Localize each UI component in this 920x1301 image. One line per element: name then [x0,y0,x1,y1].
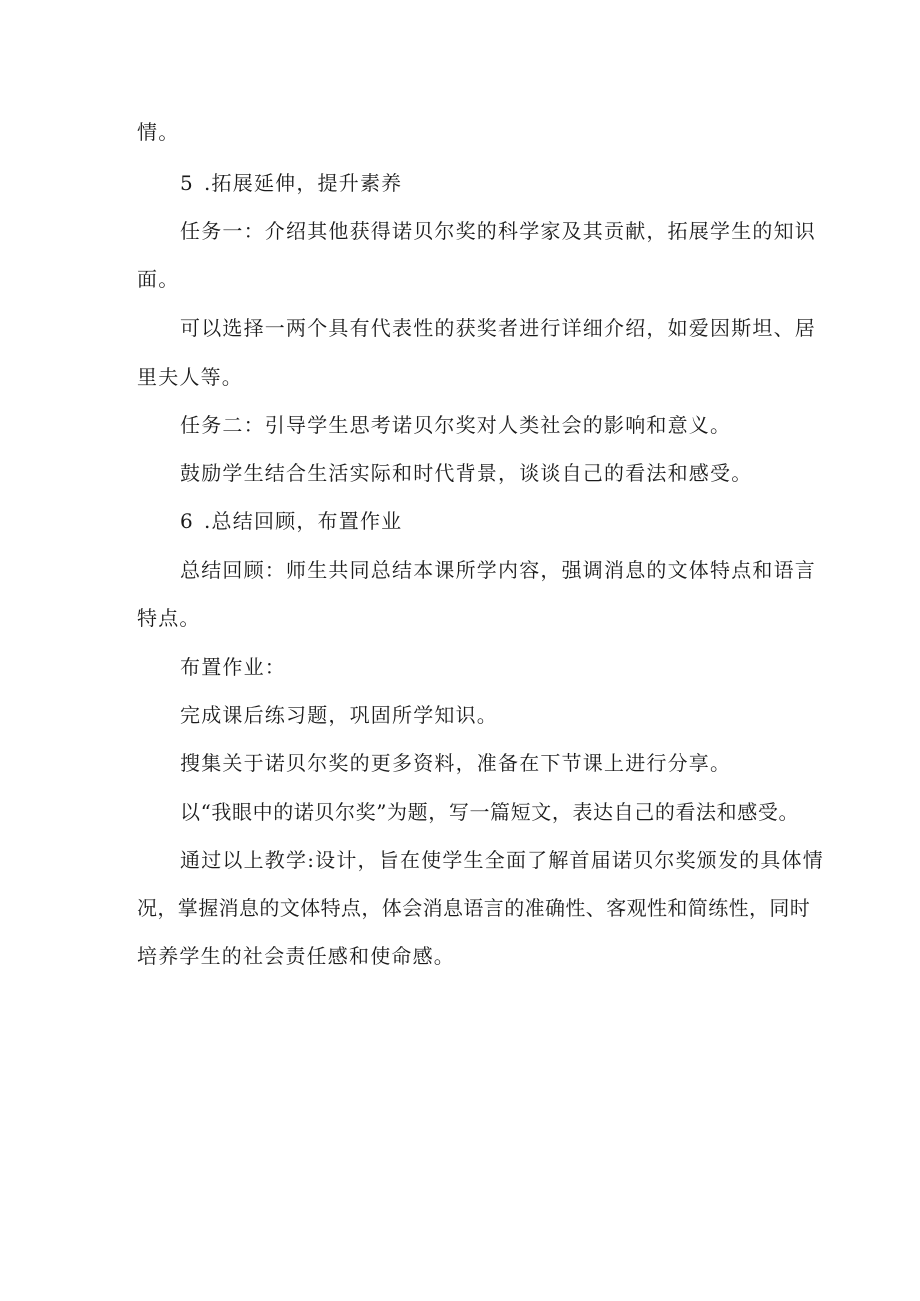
paragraph-line: 完成课后练习题，巩固所学知识。 [180,703,498,727]
paragraph-line: 可以选择一两个具有代表性的获奖者进行详细介绍，如爱因斯坦、居 [180,316,816,340]
paragraph-line: 通过以上教学:设计，旨在使学生全面了解首届诺贝尔奖颁发的具体情 [180,848,824,872]
paragraph-continuation: 情。 [137,120,180,144]
section-title: .拓展延伸，提升素养 [204,171,403,195]
paragraph-line: 布置作业： [180,655,286,679]
section-title: .总结回顾，布置作业 [204,509,403,533]
paragraph-line: 总结回顾：师生共同总结本课所学内容，强调消息的文体特点和语言 [180,558,816,582]
section-heading-5 [180,171,402,195]
paragraph-line: 任务一：介绍其他获得诺贝尔奖的科学家及其贡献，拓展学生的知识 [180,219,816,243]
paragraph-line: 以“我眼中的诺贝尔奖”为题，写一篇短文，表达自己的看法和感受。 [180,800,800,824]
paragraph-line: 任务二：引导学生思考诺贝尔奖对人类社会的影响和意义。 [180,413,732,437]
paragraph-line: 培养学生的社会责任感和使命感。 [137,944,455,968]
section-number: 6 [180,509,194,533]
paragraph-line: 特点。 [137,606,201,630]
paragraph-line: 搜集关于诺贝尔奖的更多资料，准备在下节课上进行分享。 [180,751,732,775]
paragraph-line: 鼓励学生结合生活实际和时代背景，谈谈自己的看法和感受。 [180,461,753,485]
paragraph-line: 里夫人等。 [137,365,243,389]
section-number: 5 [180,171,194,195]
paragraph-line: 面。 [137,267,180,291]
paragraph-line: 况，掌握消息的文体特点，体会消息语言的准确性、客观性和简练性，同时 [137,896,811,920]
section-heading-6 [180,509,402,533]
